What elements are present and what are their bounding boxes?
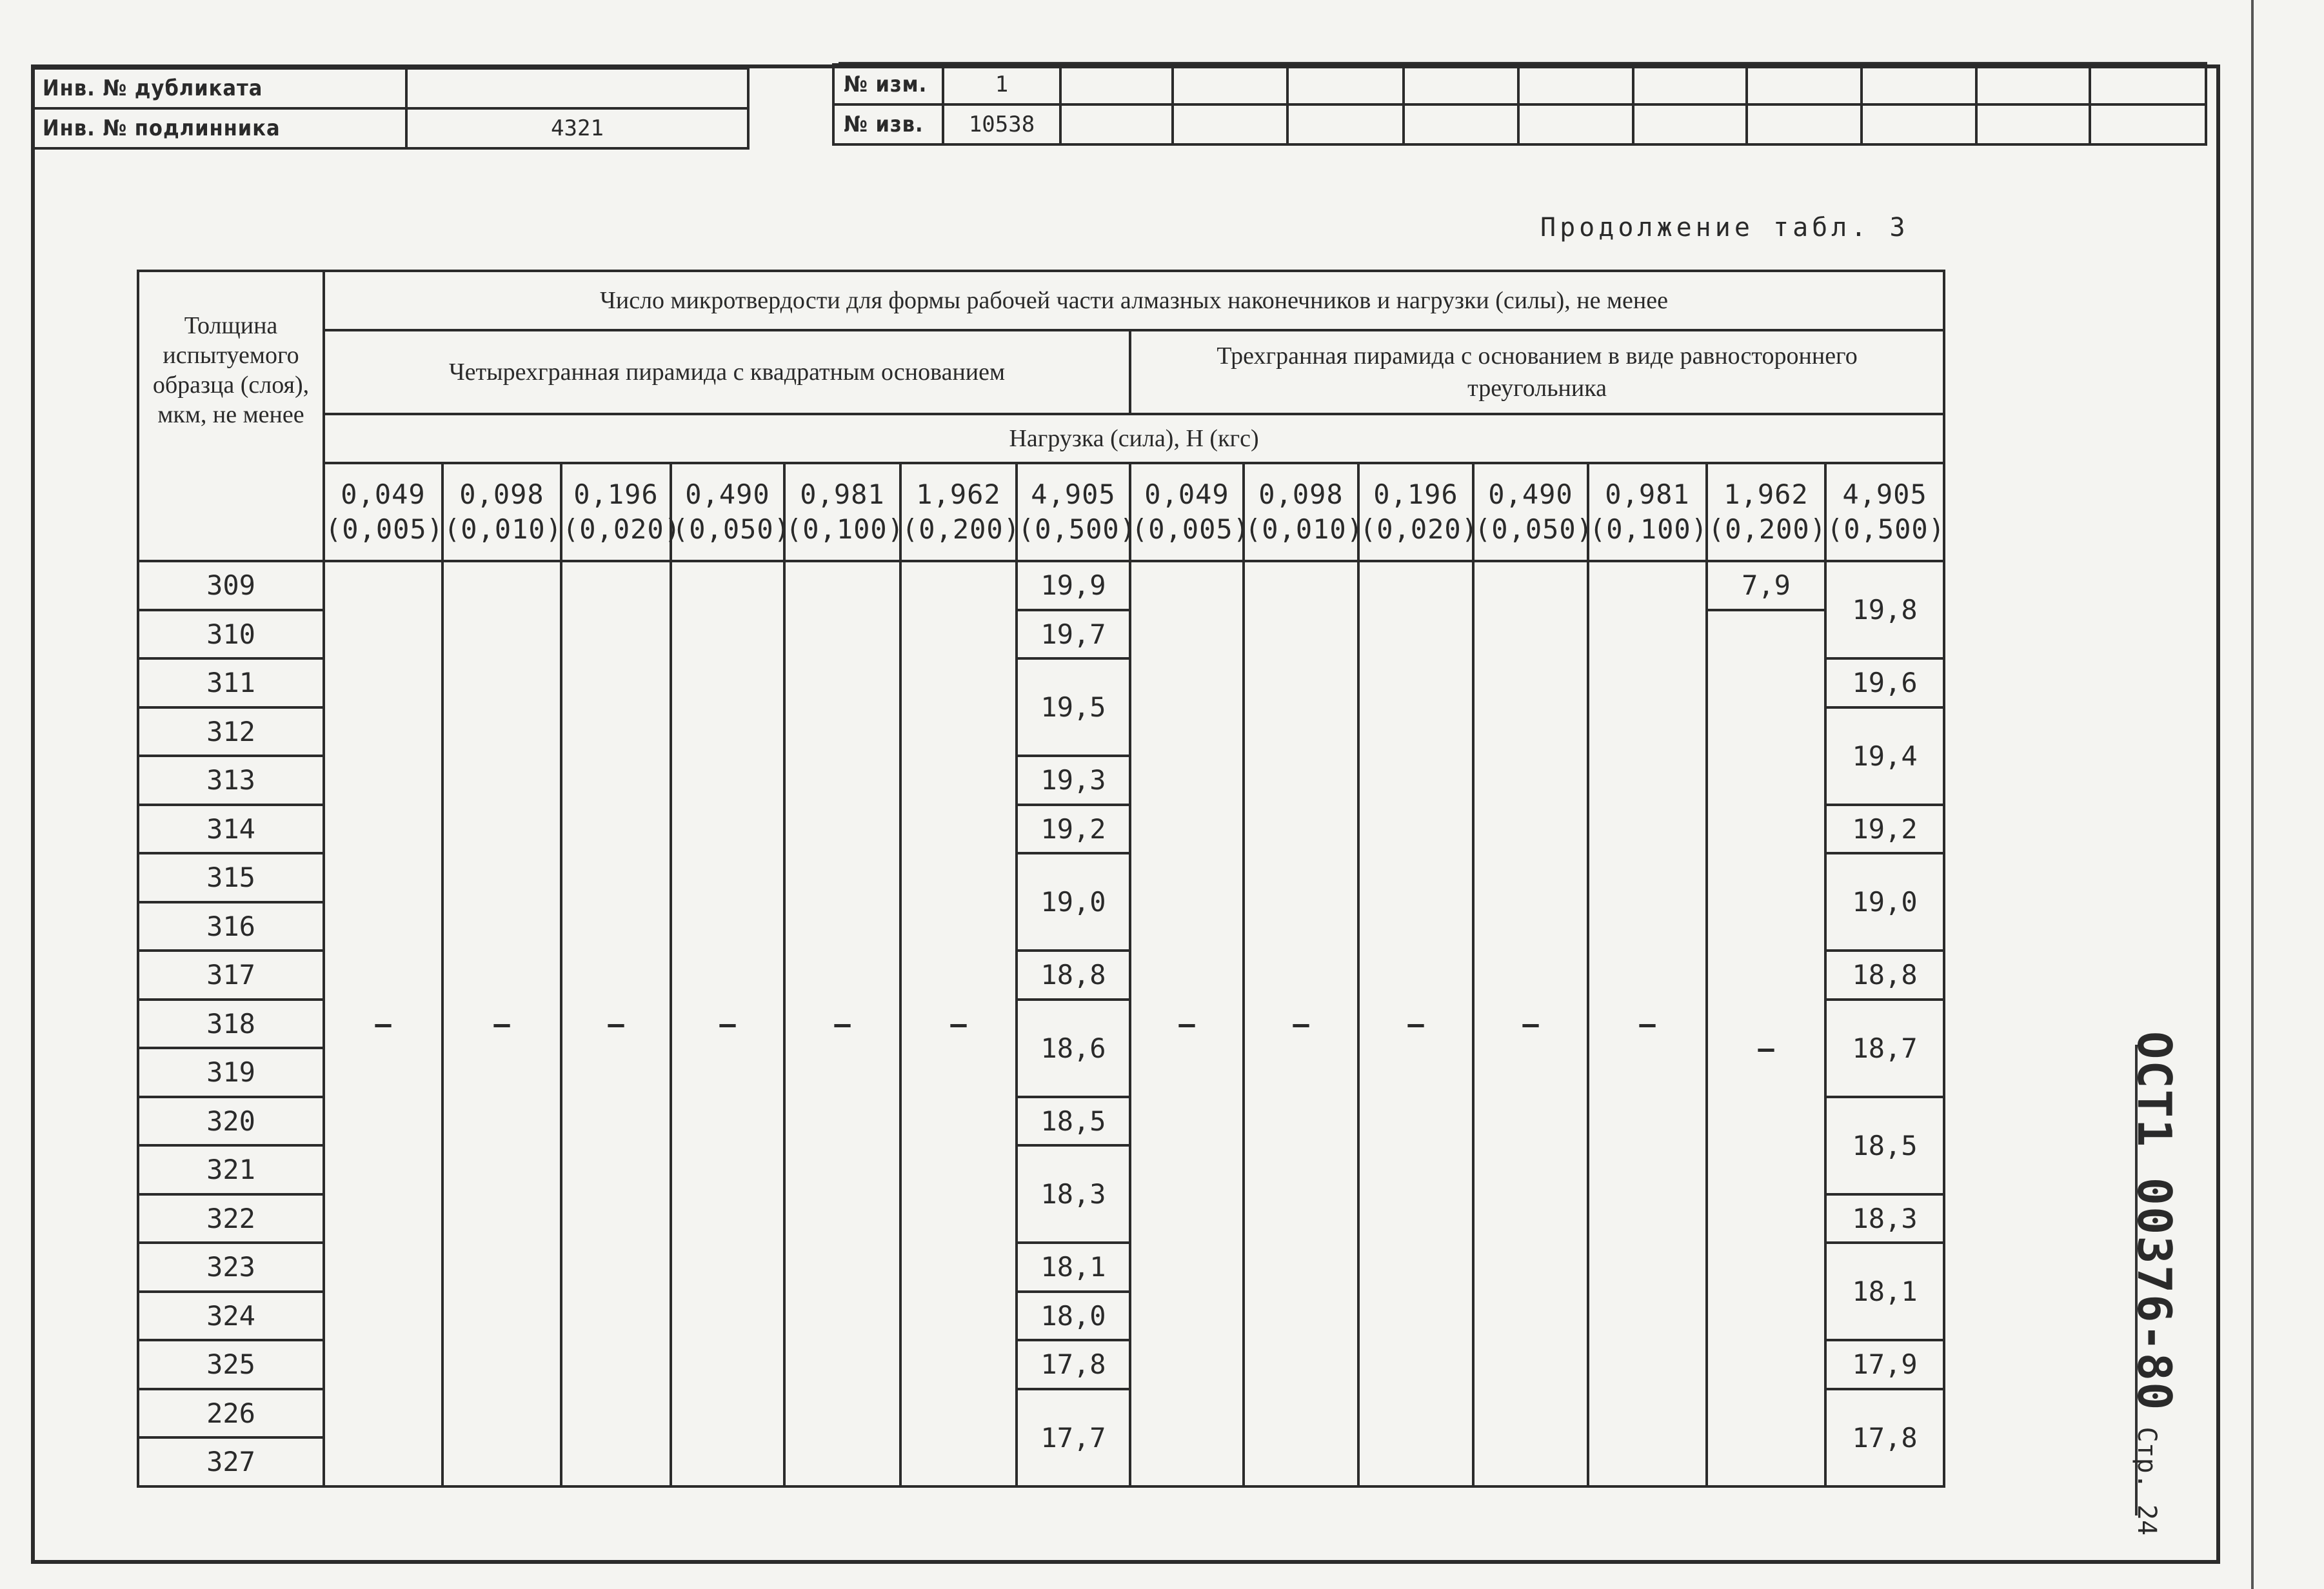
thickness-cell: 327 [138,1437,324,1486]
change-value: 1 [943,64,1060,104]
load-newton: 0,981 [1605,479,1690,510]
thickness-cell: 314 [138,805,324,854]
load-column-header [900,463,1021,561]
load-newton: 0,049 [1144,479,1229,510]
thickness-cell: 318 [138,1000,324,1049]
thickness-cell: 312 [138,707,324,756]
thickness-cell: 322 [138,1194,324,1243]
thickness-cell: 321 [138,1145,324,1194]
value-cell: 18,8 [1017,951,1130,1000]
dash-cell: – [784,561,900,1486]
value-cell: 19,6 [1825,658,1944,707]
load-column-header [784,463,905,561]
dash-cell: – [1130,561,1244,1486]
load-kgf: (0,020) [562,513,682,545]
value-cell: 17,8 [1825,1389,1944,1486]
dash-cell: – [1244,561,1358,1486]
notice-value: 10538 [943,104,1060,144]
group-triangular-pyramid: Трехгранная пирамида с основанием в виде равностороннего треугольника [1130,330,1944,414]
load-newton: 4,905 [1031,479,1116,510]
load-newton: 0,098 [1258,479,1344,510]
thickness-cell: 325 [138,1340,324,1389]
thickness-cell: 319 [138,1048,324,1097]
load-column-header [1358,463,1479,561]
load-kgf: (0,005) [325,513,444,545]
thickness-cell: 316 [138,902,324,951]
dash-cell: – [1473,561,1588,1486]
load-newton: 1,962 [1723,479,1809,510]
load-kgf: (0,200) [902,513,1021,545]
table-row [138,561,1944,610]
value-cell: 18,7 [1825,1000,1944,1097]
load-column-header [561,463,682,561]
load-kgf: (0,005) [1131,513,1251,545]
change-label: № изм. [833,64,943,104]
value-cell: 17,9 [1825,1340,1944,1389]
dash-cell: – [1588,561,1707,1486]
load-newton: 0,196 [573,479,659,510]
value-cell: 19,7 [1017,610,1130,659]
value-cell: 19,2 [1825,805,1944,854]
value-cell: 18,3 [1825,1194,1944,1243]
notice-label: № изв. [833,104,943,144]
load-kgf: (0,050) [672,513,791,545]
group-square-pyramid: Четырехгранная пирамида с квадратным основанием [324,330,1130,414]
load-newton: 0,049 [341,479,426,510]
load-newton: 1,962 [916,479,1001,510]
load-newton: 4,905 [1842,479,1927,510]
dash-cell: – [561,561,671,1486]
load-column-header [1707,463,1825,561]
value-cell: 19,4 [1825,707,1944,805]
load-newton: 0,981 [800,479,885,510]
dash-cell: – [671,561,784,1486]
thickness-cell: 324 [138,1292,324,1341]
value-cell: 18,1 [1017,1243,1130,1292]
thickness-header: Толщина испытуемого образца (слоя), мкм, не менее [138,271,324,561]
dash-cell: – [900,561,1017,1486]
value-cell: 19,9 [1017,561,1130,610]
standard-designation: ОСТ1 00376-80 [2127,1031,2181,1412]
dash-cell: – [1707,610,1825,1486]
thickness-cell: 315 [138,853,324,902]
dash-cell: – [324,561,442,1486]
value-cell: 17,8 [1017,1340,1130,1389]
dash-cell: – [442,561,561,1486]
thickness-cell: 309 [138,561,324,610]
thickness-cell: 323 [138,1243,324,1292]
load-column-header [1588,463,1707,561]
value-cell: 18,0 [1017,1292,1130,1341]
load-newton: 0,490 [685,479,770,510]
thickness-cell: 226 [138,1389,324,1438]
dash-cell: – [1358,561,1473,1486]
load-column-header [1017,463,1137,561]
value-cell: 18,5 [1017,1097,1130,1146]
value-cell: 19,3 [1017,756,1130,805]
thickness-cell: 311 [138,658,324,707]
value-cell: 18,8 [1825,951,1944,1000]
value-cell: 18,5 [1825,1097,1944,1194]
load-column-header [1244,463,1364,561]
value-cell: 7,9 [1707,561,1825,610]
thickness-cell: 313 [138,756,324,805]
thickness-cell: 320 [138,1097,324,1146]
value-cell: 18,1 [1825,1243,1944,1340]
inv-original-label: Инв. № подлинника [32,108,406,148]
inv-original-value: 4321 [406,108,748,148]
load-column-header [1130,463,1251,561]
page-edge-line [2251,0,2254,1589]
value-cell: 18,3 [1017,1145,1130,1243]
value-cell: 18,6 [1017,1000,1130,1097]
load-newton: 0,196 [1373,479,1458,510]
value-cell: 19,0 [1017,853,1130,951]
load-kgf: (0,100) [786,513,905,545]
side-designation [2127,1031,2181,1536]
load-kgf: (0,500) [1827,513,1946,545]
load-column-header [671,463,791,561]
inv-duplicate-label: Инв. № дубликата [32,68,406,108]
load-header: Нагрузка (сила), Н (кгс) [324,414,1944,463]
page-number: Стр. 24 [2132,1426,2161,1536]
load-kgf: (0,010) [444,513,563,545]
value-cell: 19,2 [1017,805,1130,854]
thickness-cell: 310 [138,610,324,659]
load-column-header [442,463,561,561]
load-kgf: (0,050) [1475,513,1594,545]
load-newton: 0,098 [459,479,544,510]
load-column-header [324,463,442,561]
load-kgf: (0,020) [1360,513,1479,545]
table-title: Число микротвердости для формы рабочей части алмазных наконечников и нагрузки (силы), не менее [324,271,1944,330]
load-column-header [1825,463,1944,561]
continuation-caption: Продолжение табл. 3 [1540,213,1909,242]
value-cell: 19,5 [1017,658,1130,756]
thickness-cell: 317 [138,951,324,1000]
load-kgf: (0,500) [1018,513,1137,545]
load-kgf: (0,200) [1708,513,1827,545]
microhardness-table [137,270,1945,1488]
load-kgf: (0,100) [1589,513,1709,545]
value-cell: 19,0 [1825,853,1944,951]
load-newton: 0,490 [1488,479,1573,510]
load-column-header [1473,463,1594,561]
load-kgf: (0,010) [1245,513,1364,545]
value-cell: 19,8 [1825,561,1944,658]
value-cell: 17,7 [1017,1389,1130,1486]
